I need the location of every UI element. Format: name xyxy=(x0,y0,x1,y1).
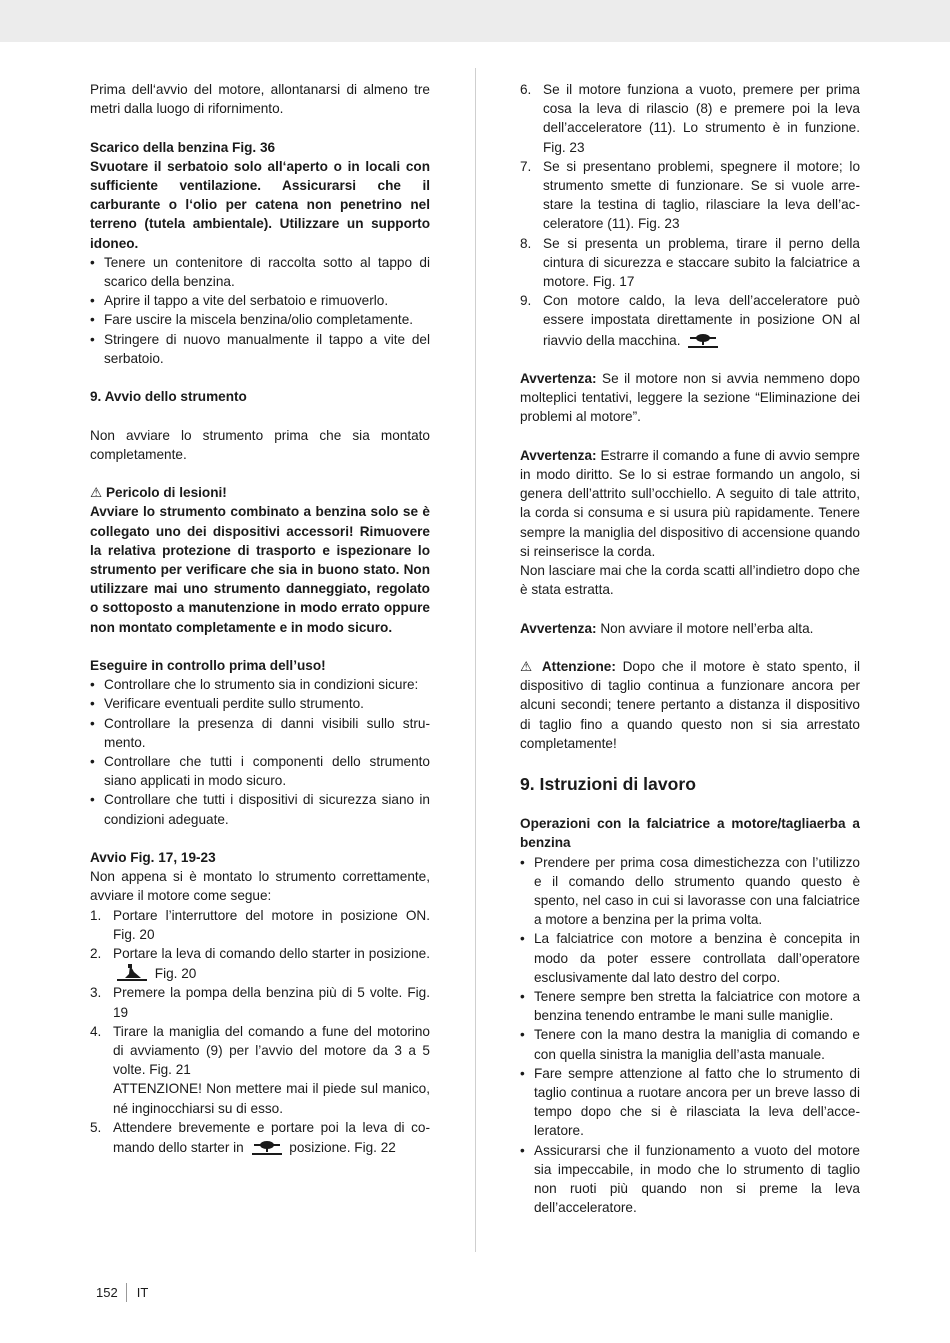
danger-title: Pericolo di lesioni! xyxy=(105,485,227,501)
warning-paragraph xyxy=(520,369,860,427)
step-text: Fig. 20 xyxy=(154,966,197,982)
page-footer xyxy=(96,1283,148,1302)
warning-paragraph xyxy=(520,446,860,561)
list-item xyxy=(90,906,430,944)
list-item xyxy=(520,234,860,292)
list-item: • La falciatrice con motore a benzina è concepita in modo da poter essere controllata dall’operatore esclusivamente dal lato destro del corpo. xyxy=(520,929,860,987)
column-divider xyxy=(475,68,476,1252)
right-column xyxy=(520,80,860,1237)
list-item: • Prendere per prima cosa dimestichezza con l’utilizzo e il comando dello strumento quando questo è spento, nel caso in cui si lavorasse con una falciatrice a motore a benzina per la prima volta. xyxy=(520,853,860,930)
check-list xyxy=(90,675,430,829)
list-item xyxy=(520,80,860,157)
attention-text: Dopo che il motore è stato spento, il dispositivo di taglio continua a funzionare ancora per alcuni secondi; tenere pertanto a distanza il dispositivo di taglio fino a quando questo non si sia arrestato completamente! xyxy=(520,659,860,751)
warning-text: Estrarre il comando a fune di avvio sempre in modo diritto. Se lo si estrae formando un angolo, si genera dell’attrito sull’occhiello. A seguito di tale attrito, la corda si consuma e si usura più rapidamente. Tenere sempre la maniglia del dispositivo di accensione quando si reinserisce la corda. xyxy=(520,447,860,559)
warning-label: Avvertenza: xyxy=(520,447,597,463)
start-note: Non avviare lo strumento prima che sia montato completamente. xyxy=(90,427,430,462)
step-number: 2. xyxy=(90,946,102,962)
step-text: Tirare la maniglia del comando a fune del motorino di avviamento (9) per l’avvio del motore da 3 a 5 volte. Fig. 21 xyxy=(113,1023,430,1078)
step-number: 9. xyxy=(520,293,532,309)
warning-text: Non avviare il motore nell’erba alta. xyxy=(596,620,814,636)
danger-heading xyxy=(90,483,430,502)
language-code: IT xyxy=(136,1285,149,1300)
choke-open-icon xyxy=(252,1137,282,1155)
step-text: Portare la leva di comando dello starter in posizione. xyxy=(113,946,430,962)
step-text: Premere la pompa della benzina più di 5 volte. Fig. 19 xyxy=(113,985,430,1020)
list-item: • Tenere sempre ben stretta la falciatrice con motore a benzina tenendo entrambe le mani sulle maniglie. xyxy=(520,987,860,1025)
step-text: Con motore caldo, la leva dell’acceleratore può essere impostata direttamente in posizione ON al riavvio della macchina. xyxy=(543,293,860,348)
list-item xyxy=(90,1022,430,1118)
list-item: • Fare uscire la miscela benzina/olio completamente. xyxy=(90,310,430,329)
avvio-intro: Non appena si è montato lo strumento correttamente, avviare il motore come segue: xyxy=(90,869,430,904)
warning-label: Avvertenza: xyxy=(520,371,597,387)
list-item xyxy=(90,944,430,983)
step-number: 4. xyxy=(90,1023,102,1039)
step-text: Se il motore funziona a vuoto, premere per prima cosa la leva di rilascio (8) e premere poi la leva dell’acceleratore (11). Lo strumento è in funzione. Fig. 23 xyxy=(543,82,860,155)
top-bar xyxy=(0,0,950,42)
list-item xyxy=(520,291,860,350)
page-number: 152 xyxy=(96,1283,127,1302)
warning-triangle-icon: ⚠ xyxy=(90,485,103,501)
list-item: • Controllare la presenza di danni visibili sullo strumento. xyxy=(90,714,430,752)
step-text: Portare l’interruttore del motore in posizione ON. Fig. 20 xyxy=(113,907,430,942)
warning-triangle-icon: ⚠ xyxy=(520,659,536,675)
attention-paragraph xyxy=(520,657,860,753)
avvio-title: Avvio Fig. 17, 19-23 xyxy=(90,850,216,866)
warning-text: Se il motore non si avvia nemmeno dopo molteplici tentativi, leggere la sezione “Eliminazione dei problemi al motore”. xyxy=(520,371,860,425)
step-number: 5. xyxy=(90,1119,102,1135)
drain-title: Scarico della benzina Fig. 36 xyxy=(90,139,276,155)
drain-list xyxy=(90,253,430,368)
warning-paragraph xyxy=(520,619,860,638)
intro-paragraph: Prima dell‘avvio del motore, allontanarsi di almeno tre metri dalla luogo di rifornimento. xyxy=(90,82,430,117)
step-text: Se si presentano problemi, spegnere il motore; lo strumento smette di funzionare. Se si vuole arrestare la testina di taglio, rilasciare la leva dell’acceleratore (11). Fig. 23 xyxy=(543,158,860,232)
step-text: Se si presenta un problema, tirare il perno della cintura di sicurezza e staccare subito la falciatrice a motore. Fig. 17 xyxy=(543,235,860,290)
list-item xyxy=(520,157,860,234)
list-item: • Controllare che lo strumento sia in condizioni sicure: xyxy=(90,675,430,694)
step-note: ATTENZIONE! Non mettere mai il piede sul manico, né inginocchiarsi su di esso. xyxy=(113,1081,430,1116)
left-column xyxy=(90,80,430,1176)
list-item: • Fare sempre attenzione al fatto che lo strumento di taglio continua a ruotare ancora per un breve lasso di tempo dopo che si è rilasciata la leva dell’acceleratore. xyxy=(520,1064,860,1141)
choke-closed-icon xyxy=(117,963,147,981)
list-item: • Controllare che tutti i componenti dello strumento siano applicati in modo sicuro. xyxy=(90,752,430,790)
step-text: posizione. Fig. 22 xyxy=(289,1140,396,1156)
ops-title: Operazioni con la falciatrice a motore/tagliaerba a benzina xyxy=(520,816,860,851)
step-number: 1. xyxy=(90,907,102,923)
section-heading: 9. Istruzioni di lavoro xyxy=(520,774,696,795)
step-number: 8. xyxy=(520,235,532,251)
step-text: Attendere brevemente e portare poi la leva di comando dello starter in xyxy=(113,1119,430,1156)
avvio-steps xyxy=(90,906,430,1158)
list-item xyxy=(90,983,430,1021)
warning-extra: Non lasciare mai che la corda scatti all’indietro dopo che è stata estratta. xyxy=(520,563,860,598)
step-number: 3. xyxy=(90,985,102,1001)
avvio-steps-continued xyxy=(520,80,860,350)
check-title: Eseguire in controllo prima dell’uso! xyxy=(90,658,326,674)
choke-open-icon xyxy=(688,330,718,348)
list-item: • Controllare che tutti i dispositivi di sicurezza siano in condizioni adeguate. xyxy=(90,790,430,828)
step-number: 7. xyxy=(520,158,532,174)
drain-warning: Svuotare il serbatoio solo all‘aperto o in locali con sufficiente ventilazione. Assicurarsi che il carburante o l‘olio per catena non penetrino nel terreno (tutela ambientale). Utilizzare un supporto idoneo. xyxy=(90,158,430,251)
step-number: 6. xyxy=(520,82,532,97)
list-item: • Aprire il tappo a vite del serbatoio e rimuoverlo. xyxy=(90,291,430,310)
list-item: • Stringere di nuovo manualmente il tappo a vite del serbatoio. xyxy=(90,330,430,368)
list-item: • Verificare eventuali perdite sullo strumento. xyxy=(90,694,430,713)
start-section-title: 9. Avvio dello strumento xyxy=(90,389,247,405)
list-item xyxy=(90,1118,430,1157)
attention-label: Attenzione: xyxy=(541,659,616,675)
danger-text: Avviare lo strumento combinato a benzina solo se è collegato uno dei dispositivi accessori! Rimuovere la relativa protezione di trasporto e ispezionare lo strumento per verificare che sia in buono stato. Non utilizzare mai uno strumento danneggiato, regolato o sottoposto a manutenzione in modo errato oppure non montato completamente e in modo sicuro. xyxy=(90,504,430,635)
warning-label: Avvertenza: xyxy=(520,620,597,636)
list-item: • Tenere un contenitore di raccolta sotto al tappo di scarico della benzina. xyxy=(90,253,430,291)
list-item: • Assicurarsi che il funzionamento a vuoto del motore sia impeccabile, in modo che lo strumento di taglio non ruoti più quando non si preme la leva dell’acceleratore. xyxy=(520,1141,860,1218)
ops-list xyxy=(520,853,860,1218)
list-item: • Tenere con la mano destra la maniglia di comando e con quella sinistra la maniglia dell’asta manuale. xyxy=(520,1025,860,1063)
